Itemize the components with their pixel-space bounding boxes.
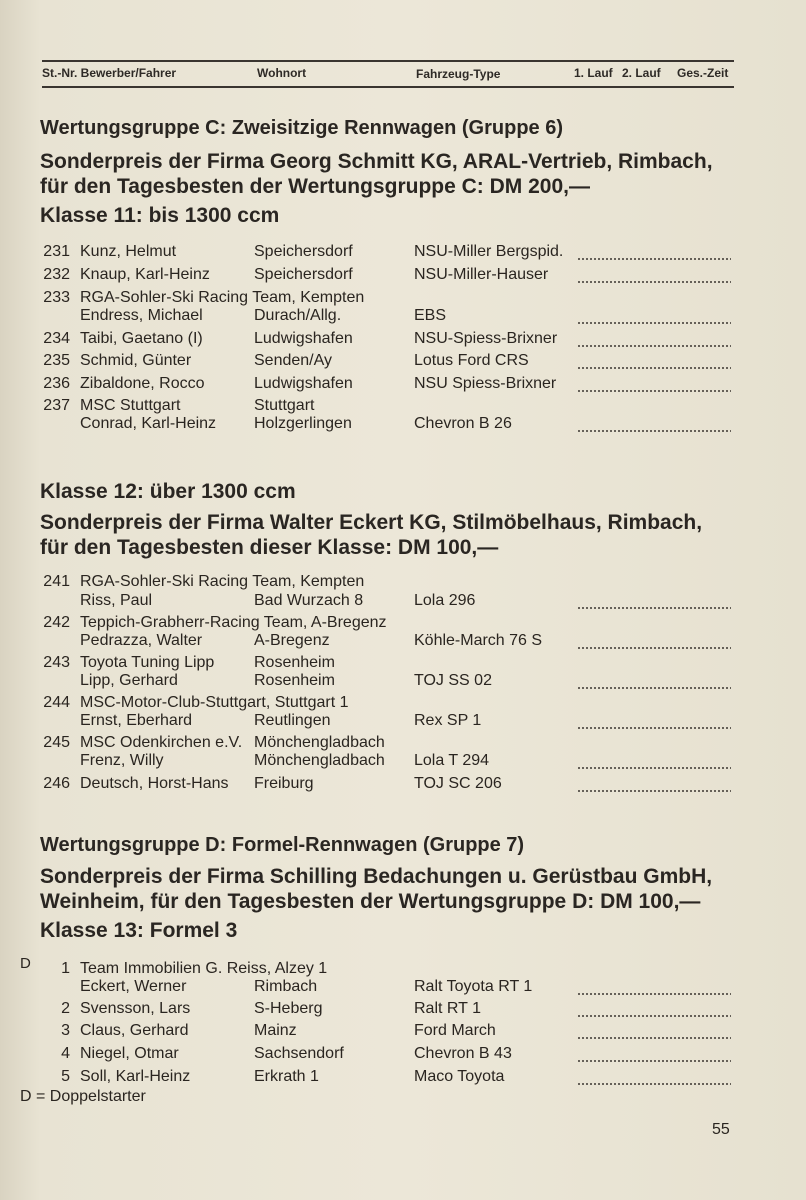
- entry-vehicle: EBS: [414, 307, 447, 324]
- class-11-title: Klasse 11: bis 1300 ccm: [40, 204, 280, 227]
- entry-name: Riss, Paul: [80, 592, 153, 609]
- entry-start-number: 233: [43, 289, 70, 306]
- entry-residence: Rimbach: [254, 978, 318, 995]
- entry-name: Taibi, Gaetano (I): [80, 330, 203, 347]
- group-c-title: Wertungsgruppe C: Zweisitzige Rennwagen (Gruppe 6): [40, 117, 563, 139]
- time-entry-dotted-line: [577, 993, 731, 995]
- group-d-prize-line2: Weinheim, für den Tagesbesten der Wertungsgruppe D: DM 100,—: [40, 890, 701, 913]
- class-12-title: Klasse 12: über 1300 ccm: [40, 480, 296, 503]
- entry-vehicle: Lotus Ford CRS: [414, 352, 529, 369]
- time-entry-dotted-line: [577, 687, 731, 689]
- entry-name: Conrad, Karl-Heinz: [80, 415, 217, 432]
- time-entry-dotted-line: [577, 647, 731, 649]
- header-col-total-time: Ges.-Zeit: [677, 66, 729, 80]
- entry-residence: Ludwigshafen: [254, 375, 353, 392]
- entry-residence: Mainz: [254, 1022, 297, 1039]
- entry-start-number: 231: [43, 243, 70, 260]
- entry-start-number: 4: [61, 1045, 70, 1062]
- entry-residence: A-Bregenz: [254, 632, 330, 649]
- entry-vehicle: Rex SP 1: [414, 712, 482, 729]
- entry-start-number: 244: [43, 694, 70, 711]
- entry-name: Endress, Michael: [80, 307, 203, 324]
- entry-row: [40, 242, 740, 262]
- entry-row: [40, 711, 740, 731]
- entry-name: Zibaldone, Rocco: [80, 375, 205, 392]
- class-13-title: Klasse 13: Formel 3: [40, 919, 238, 942]
- entry-residence: Bad Wurzach 8: [254, 592, 364, 609]
- entry-name: Frenz, Willy: [80, 752, 164, 769]
- page-number: 55: [712, 1121, 730, 1138]
- entry-name: Team Immobilien G. Reiss, Alzey 1: [80, 960, 328, 977]
- entry-residence: Erkrath 1: [254, 1068, 319, 1085]
- entry-row: [40, 631, 740, 651]
- entry-vehicle: Chevron B 26: [414, 415, 512, 432]
- entry-vehicle: Ford March: [414, 1022, 496, 1039]
- group-d-prize-line1: Sonderpreis der Firma Schilling Bedachungen u. Gerüstbau GmbH,: [40, 865, 713, 888]
- entry-residence: Stuttgart: [254, 397, 315, 414]
- entry-start-number: 246: [43, 775, 70, 792]
- entry-name: Claus, Gerhard: [80, 1022, 189, 1039]
- header-col-run2: 2. Lauf: [622, 66, 661, 80]
- time-entry-dotted-line: [577, 1037, 731, 1039]
- entry-row: [40, 374, 740, 394]
- entry-vehicle: Köhle-March 76 S: [414, 632, 543, 649]
- entry-residence: Rosenheim: [254, 654, 335, 671]
- entry-name: Teppich-Grabherr-Racing Team, A-Bregenz: [80, 614, 387, 631]
- entry-name: Toyota Tuning Lipp: [80, 654, 215, 671]
- entry-row: [40, 306, 740, 326]
- entry-vehicle: NSU-Spiess-Brixner: [414, 330, 558, 347]
- entry-residence: Mönchengladbach: [254, 734, 385, 751]
- entry-name: Soll, Karl-Heinz: [80, 1068, 191, 1085]
- entry-name: Eckert, Werner: [80, 978, 187, 995]
- time-entry-dotted-line: [577, 281, 731, 283]
- entry-name: MSC Odenkirchen e.V.: [80, 734, 243, 751]
- entry-residence: S-Heberg: [254, 1000, 323, 1017]
- time-entry-dotted-line: [577, 790, 731, 792]
- entry-name: Svensson, Lars: [80, 1000, 191, 1017]
- time-entry-dotted-line: [577, 1083, 731, 1085]
- entry-row: [40, 1021, 740, 1041]
- entry-row: [40, 351, 740, 371]
- entry-row: [40, 733, 740, 753]
- entry-row: [40, 329, 740, 349]
- entry-vehicle: NSU-Miller Bergspid.: [414, 243, 564, 260]
- entry-name: Deutsch, Horst-Hans: [80, 775, 229, 792]
- entry-residence: Durach/Allg.: [254, 307, 342, 324]
- entry-start-number: 236: [43, 375, 70, 392]
- entry-name: Ernst, Eberhard: [80, 712, 193, 729]
- entry-vehicle: NSU Spiess-Brixner: [414, 375, 557, 392]
- header-col-vehicle-type: Fahrzeug-Type: [416, 67, 501, 81]
- double-starter-mark: D: [20, 955, 31, 972]
- time-entry-dotted-line: [577, 367, 731, 369]
- time-entry-dotted-line: [577, 607, 731, 609]
- entry-row: [40, 572, 740, 592]
- entry-vehicle: Lola 296: [414, 592, 476, 609]
- entry-name: MSC-Motor-Club-Stuttgart, Stuttgart 1: [80, 694, 349, 711]
- entry-row: [40, 977, 740, 997]
- entry-start-number: 243: [43, 654, 70, 671]
- entry-residence: Freiburg: [254, 775, 314, 792]
- header-rule-top: [42, 60, 734, 62]
- group-c-prize-line1: Sonderpreis der Firma Georg Schmitt KG, ARAL-Vertrieb, Rimbach,: [40, 150, 713, 173]
- entry-name: Schmid, Günter: [80, 352, 192, 369]
- entry-vehicle: Chevron B 43: [414, 1045, 512, 1062]
- time-entry-dotted-line: [577, 1060, 731, 1062]
- header-col-number-entrant: St.-Nr. Bewerber/Fahrer: [42, 66, 177, 80]
- entry-row: [40, 959, 740, 979]
- entry-start-number: 234: [43, 330, 70, 347]
- entry-residence: Speichersdorf: [254, 243, 353, 260]
- entry-residence: Ludwigshafen: [254, 330, 353, 347]
- time-entry-dotted-line: [577, 727, 731, 729]
- group-d-title: Wertungsgruppe D: Formel-Rennwagen (Gruppe 7): [40, 834, 525, 856]
- header-col-residence: Wohnort: [257, 66, 307, 80]
- entry-vehicle: TOJ SS 02: [414, 672, 492, 689]
- entry-residence: Speichersdorf: [254, 266, 353, 283]
- entry-name: RGA-Sohler-Ski Racing Team, Kempten: [80, 573, 365, 590]
- entry-start-number: 232: [43, 266, 70, 283]
- entry-start-number: 237: [43, 397, 70, 414]
- header-rule-bottom: [42, 86, 734, 88]
- entry-name: Knaup, Karl-Heinz: [80, 266, 210, 283]
- time-entry-dotted-line: [577, 1015, 731, 1017]
- entry-residence: Senden/Ay: [254, 352, 332, 369]
- entry-start-number: 3: [61, 1022, 70, 1039]
- entry-vehicle: Ralt RT 1: [414, 1000, 481, 1017]
- entry-row: [40, 591, 740, 611]
- entry-start-number: 242: [43, 614, 70, 631]
- entry-name: MSC Stuttgart: [80, 397, 181, 414]
- header-col-run1: 1. Lauf: [574, 66, 613, 80]
- entry-row: [40, 396, 740, 416]
- entry-row: [40, 671, 740, 691]
- time-entry-dotted-line: [577, 258, 731, 260]
- entry-row: [40, 414, 740, 434]
- entry-vehicle: Lola T 294: [414, 752, 490, 769]
- entry-start-number: 1: [61, 960, 70, 977]
- entry-name: Niegel, Otmar: [80, 1045, 179, 1062]
- entry-start-number: 5: [61, 1068, 70, 1085]
- entry-name: Pedrazza, Walter: [80, 632, 203, 649]
- entry-start-number: 245: [43, 734, 70, 751]
- entry-name: Lipp, Gerhard: [80, 672, 178, 689]
- entry-row: [40, 1067, 740, 1087]
- entry-start-number: 2: [61, 1000, 70, 1017]
- entry-vehicle: TOJ SC 206: [414, 775, 502, 792]
- entry-residence: Rosenheim: [254, 672, 335, 689]
- entry-row: [40, 774, 740, 794]
- entry-row: [40, 653, 740, 673]
- time-entry-dotted-line: [577, 767, 731, 769]
- entry-residence: Mönchengladbach: [254, 752, 385, 769]
- time-entry-dotted-line: [577, 390, 731, 392]
- entry-residence: Sachsendorf: [254, 1045, 344, 1062]
- entry-row: [40, 288, 740, 308]
- entry-vehicle: Ralt Toyota RT 1: [414, 978, 533, 995]
- entry-row: [40, 265, 740, 285]
- entry-residence: Holzgerlingen: [254, 415, 352, 432]
- footnote-double-starter: D = Doppelstarter: [20, 1088, 146, 1105]
- time-entry-dotted-line: [577, 430, 731, 432]
- entry-residence: Reutlingen: [254, 712, 331, 729]
- entry-row: [40, 613, 740, 633]
- entry-row: [40, 751, 740, 771]
- entry-vehicle: NSU-Miller-Hauser: [414, 266, 549, 283]
- time-entry-dotted-line: [577, 322, 731, 324]
- class-12-prize-line1: Sonderpreis der Firma Walter Eckert KG, Stilmöbelhaus, Rimbach,: [40, 511, 703, 534]
- entry-name: RGA-Sohler-Ski Racing Team, Kempten: [80, 289, 365, 306]
- entry-start-number: 241: [43, 573, 70, 590]
- entry-row: [40, 999, 740, 1019]
- entry-row: [40, 1044, 740, 1064]
- entry-row: [40, 693, 740, 713]
- group-c-prize-line2: für den Tagesbesten der Wertungsgruppe C: DM 200,—: [40, 175, 590, 198]
- entry-vehicle: Maco Toyota: [414, 1068, 505, 1085]
- entry-start-number: 235: [43, 352, 70, 369]
- entry-name: Kunz, Helmut: [80, 243, 177, 260]
- class-12-prize-line2: für den Tagesbesten dieser Klasse: DM 100,—: [40, 536, 499, 559]
- time-entry-dotted-line: [577, 345, 731, 347]
